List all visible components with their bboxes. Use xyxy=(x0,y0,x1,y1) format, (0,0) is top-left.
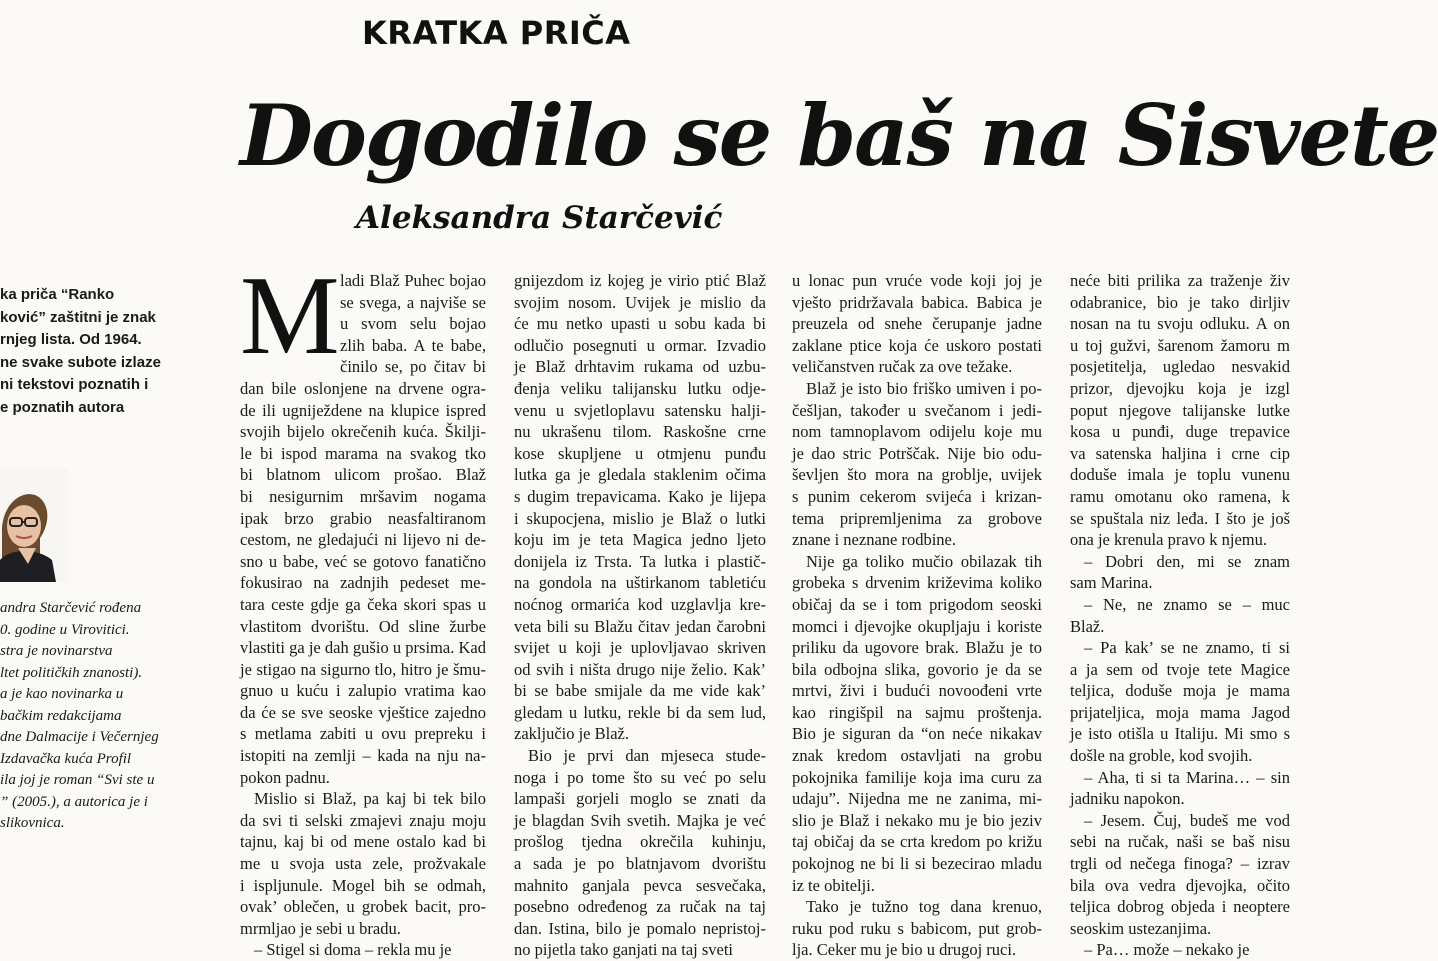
article-line: se spuštala niz leđa. I što je još xyxy=(1070,508,1290,528)
article-line: venu u svjetloplavu satensku halji- xyxy=(514,400,766,420)
article-line: taj običaj da se crta kredom po križu xyxy=(792,832,1042,852)
article-line: gnijezdom iz kojeg je virio ptić Blaž xyxy=(514,271,766,290)
article-line: – Pa kak’ se ne znamo, ti si xyxy=(1084,638,1290,658)
article-line: udaju”. Nijedna me ne zanima, mi- xyxy=(792,789,1042,809)
article-line: svijet u koji je uplovljavao skriven xyxy=(514,638,766,658)
article-line: neće biti prilika za traženje živ xyxy=(1070,271,1290,290)
article-line: i skupocjena, mislio je Blaž o lutki xyxy=(514,508,766,528)
article-line: momci i djevojke okupljaju i koriste xyxy=(792,616,1042,636)
article-line: vješto pridržavala babica. Babica je xyxy=(792,292,1042,312)
article-line: jadniku napokon. xyxy=(1070,789,1185,809)
article-line: ševljen što mora na groblje, uvijek xyxy=(792,465,1042,485)
article-line: Blaž je isto bio friško umiven i po- xyxy=(806,378,1042,398)
intro-line: ka priča “Ranko xyxy=(0,286,115,303)
article-line: veličanstven ručak za ove težake. xyxy=(792,357,1013,377)
article-line: donijela iz Trsta. Ta lutka i plastič- xyxy=(514,551,766,571)
article-line: va satenska haljina i crne cip xyxy=(1070,443,1290,463)
article-line: odlučio posegnuti u ormar. Izvadio xyxy=(514,335,766,355)
article-line: vlastitom dvorištu. Od sline žurbe xyxy=(240,616,486,636)
article-line: sno u babe, već se gotovo fanatično xyxy=(240,551,486,571)
article-line: priliku da ugovore brak. Blažu je to xyxy=(792,638,1042,658)
article-line: tema pripremljenima za grobove xyxy=(792,508,1042,528)
article-line: u lonac pun vruće vode koji joj je xyxy=(792,271,1042,290)
article-line: tara ceste gdje ga čeka skori spas u xyxy=(240,594,486,614)
article-line: a ja sem od tvoje tete Magice xyxy=(1070,659,1290,679)
article-line: zlih baba. A te babe, xyxy=(340,335,486,355)
article-line: s punim cekerom svijeća i krizan- xyxy=(792,486,1042,506)
article-line: je stigao na sigurno tlo, hitro je šmu- xyxy=(240,659,486,679)
article-line: i ispljunule. Mogel bih se odmah, xyxy=(240,875,486,895)
article-line: Blaž. xyxy=(1070,616,1105,636)
article-line: nu ukrašenu tilom. Raskošne crne xyxy=(514,422,766,442)
article-line: na gondola na uštirkanom tabletiću xyxy=(514,573,766,593)
article-line: poput njegove talijanske lutke xyxy=(1070,400,1290,420)
bio-line: 0. godine u Virovitici. xyxy=(0,621,130,638)
article-line: – Aha, ti si ta Marina… – sin xyxy=(1084,767,1290,787)
article-line: nom tamnoplavom odijelu koje mu xyxy=(792,422,1042,442)
article-column-1 xyxy=(240,254,486,961)
article-line: a sada je po blatnjavom dvorištu xyxy=(514,854,766,874)
article-line: cestom, ne gledajući ni lijevo ni de- xyxy=(240,530,486,550)
bio-line: ltet političkih znanosti). xyxy=(0,664,143,681)
article-line: s metlama zabiti u ovu prepreku i xyxy=(240,724,486,744)
article-line: bi se babe smijale da me vide kak’ xyxy=(514,681,766,701)
article-line: je blagdan Svih svetih. Majka je već xyxy=(514,810,766,830)
article-line: le bi ispod marama na svakog tko xyxy=(240,443,486,463)
bio-line: andra Starčević rođena xyxy=(0,600,142,616)
article-line: – Dobri den, mi se znam xyxy=(1084,551,1290,571)
article-line: ipak brzo grabio neasfaltiranom xyxy=(240,508,486,528)
article-line: seoskim ustezanjima. xyxy=(1070,918,1212,938)
article-line: teljica, doduše moja je mama xyxy=(1070,681,1290,701)
article-line: doduše imala je toplu vunenu xyxy=(1070,465,1290,485)
article-line: u svom selu bojao xyxy=(340,314,486,334)
headline: Dogodilo se baš na Sisvete xyxy=(240,86,1438,185)
article-line: mrtvi, živi i budući novoođeni vrte xyxy=(792,681,1042,701)
article-line: – Pa… može – nekako je xyxy=(1084,940,1250,960)
article-line: Mislio si Blaž, pa kaj bi tek bilo xyxy=(254,789,486,809)
bio-line: slikovnica. xyxy=(0,815,65,831)
article-line: pokojnog ne bi li si bezecirao mladu xyxy=(792,854,1042,874)
article-line: de ili ugniježdene na klupice ispred xyxy=(240,400,486,420)
article-line: Nije ga toliko mučio obilazak tih xyxy=(806,551,1042,571)
article-line: bi blatnom ulicom prošao. Blaž xyxy=(240,465,486,485)
article-column-4 xyxy=(1070,270,1290,961)
article-line: ruku pod ruku s babicom, put grob- xyxy=(792,918,1042,938)
bio-line: a je kao novinarka u xyxy=(0,686,124,702)
article-line: dan. Istina, bilo je pomalo nepristoj- xyxy=(514,918,766,938)
article-line: kao ringišpil na sajmu proštenja. xyxy=(792,702,1042,722)
article-line: bila ova vedra djevojka, očito xyxy=(1070,875,1290,895)
article-line: zaklane ptice koja će uskoro postati xyxy=(792,335,1042,355)
article-line: posjetitelja, ugledao nesvakid xyxy=(1070,357,1290,377)
article-line: preuzela od snehe čerupanje jadne xyxy=(792,314,1042,334)
article-line: no pijetla tako ganjati na taj sveti xyxy=(514,940,734,960)
article-line: fokusirao na zadnjih pedeset me- xyxy=(240,573,486,593)
bio-line: Izdavačka kuća Profil xyxy=(0,750,132,767)
article-line: mahnito ganjala pevca sesvečaka, xyxy=(514,875,766,895)
article-column-2 xyxy=(514,270,766,961)
article-line: bila odbojna slika, govorio je da se xyxy=(792,659,1042,679)
article-line: gnuo u kuću i zalupio vratima kao xyxy=(240,681,486,701)
article-line: je Blaž drhtavim rukama od uzbu- xyxy=(514,357,766,377)
article-line: s dugim trepavicama. Kako je lijepa xyxy=(514,486,766,506)
article-line: sebi na ručak, naši se baš nisu xyxy=(1070,832,1290,852)
article-line: prizor, djevojku koja je izgl xyxy=(1070,378,1290,398)
bio-line: dne Dalmacije i Večernjeg xyxy=(0,729,159,745)
article-line: svojih bijelo okrečenih kuća. Škilji- xyxy=(240,422,486,442)
article-line: se svega, a najviše se xyxy=(340,292,486,312)
article-line: noga i po tome što su već po selu xyxy=(514,767,766,787)
article-line: običaj da se i tom prigodom seoski xyxy=(792,594,1042,614)
article-line: grobeka s drvenim križevima koliko xyxy=(792,573,1042,593)
intro-line: ne svake subote izlaze xyxy=(0,353,161,371)
article-line: dan bile oslonjene na drvene ogra- xyxy=(240,378,486,398)
article-line: lutka ga je gledala staklenim očima xyxy=(514,465,766,485)
article-line: – Stigel si doma – rekla mu je xyxy=(254,940,452,960)
article-line: nosan na tu svoju odluku. A on xyxy=(1070,314,1290,334)
article-line: pokojnika familije koja ima curu za xyxy=(792,767,1042,787)
byline: Aleksandra Starčević xyxy=(356,200,723,236)
article-line: noćnog ormarića kod uzglavlja kre- xyxy=(514,594,766,614)
article-line: tajnu, kaj bi od mene ostalo kad bi xyxy=(240,832,486,852)
article-line: – Jesem. Čuj, budeš me vod xyxy=(1084,810,1290,830)
article-line: češljan, također u svečanom i jedi- xyxy=(792,400,1042,420)
article-line: me u svoja usta zele, prožvakale xyxy=(240,854,486,874)
article-line: pokon padnu. xyxy=(240,767,330,787)
article-line: znak kredom ostavljati na grobu xyxy=(792,746,1042,766)
article-line: činilo se, po čitav bi xyxy=(340,357,486,377)
section-label: KRATKA PRIČA xyxy=(362,14,631,52)
article-line: kosa u punđi, duge trepavice xyxy=(1070,422,1290,442)
author-bio xyxy=(0,598,180,835)
intro-line: e poznatih autora xyxy=(0,398,125,416)
bio-line: bačkim redakcijama xyxy=(0,707,122,724)
intro-line: ni tekstovi poznatih i xyxy=(0,376,149,393)
bio-line: ila joj je roman “Svi ste u xyxy=(0,772,155,788)
article-line: ladi Blaž Puhec bojao xyxy=(340,271,486,290)
intro-line: rnjeg lista. Od 1964. xyxy=(0,331,142,348)
article-column-3 xyxy=(792,270,1042,961)
article-line: posebno određenog za ručak na taj xyxy=(514,897,766,917)
article-line: prijateljica, moja mama Jagod xyxy=(1070,702,1290,722)
article-line: prošlog tjedna okrečila kuhinju, xyxy=(514,832,766,852)
article-line: teljica dobrog objeda i neoptere xyxy=(1070,897,1290,917)
sidebar-intro xyxy=(0,284,180,419)
article-line: vlastiti ga je dah gušio u prsima. Kad xyxy=(240,638,486,658)
article-line: svojim nosom. Uvijek je mislio da xyxy=(514,292,766,312)
article-line: koju im je teta Magica jedno ljeto xyxy=(514,530,766,550)
article-line: Bio je siguran da “on neće nikakav xyxy=(792,724,1042,744)
article-line: kose skupljene u otmjenu punđu xyxy=(514,443,766,463)
article-line: Tako je tužno tog dana krenuo, xyxy=(806,897,1042,917)
article-line: odabranice, bio je tako dirljiv xyxy=(1070,292,1290,312)
article-line: iz te obitelji. xyxy=(792,875,875,895)
article-line: bi nesigurnim mršavim nogama xyxy=(240,486,486,506)
article-line: slio je Blaž i nekako mu je bio jeziv xyxy=(792,810,1042,830)
article-line: u toj gužvi, šarenom žamoru m xyxy=(1070,335,1290,355)
article-line: zaključio je Blaž. xyxy=(514,724,629,744)
article-line: trgli od nečega finoga? – izrav xyxy=(1070,854,1290,874)
article-line: je dao stric Potrščak. Nije bio odu- xyxy=(792,443,1042,463)
article-line: gledam u lutku, rekle bi da sem lud, xyxy=(514,702,766,722)
intro-line: ković” zaštitni je znak xyxy=(0,308,156,326)
bio-line: ” (2005.), a autorica je i xyxy=(0,793,148,810)
article-line: da će se sve seoske vještice zajedno xyxy=(240,702,486,722)
article-line: đenja veliku talijansku lutku odje- xyxy=(514,378,766,398)
article-line: mrmljao je sebi u bradu. xyxy=(240,918,401,938)
article-line: da svi ti selski zmajevi znaju moju xyxy=(240,810,486,830)
article-line: od svih i ništa drugo nije želio. Kak’ xyxy=(514,659,766,679)
article-line: veta bili su Blažu čitav jedan čarobni xyxy=(514,616,766,636)
article-line: lja. Ceker mu je bio u drugoj ruci. xyxy=(792,940,1017,960)
article-line: Bio je prvi dan mjeseca stude- xyxy=(528,746,766,766)
drop-cap: M xyxy=(240,254,340,378)
article-line: istopiti na zemlji – kada na nju na- xyxy=(240,746,486,766)
article-line: došle na groble, kod svojih. xyxy=(1070,746,1253,766)
bio-line: stra je novinarstva xyxy=(0,643,113,659)
article-line: će mu netko upasti u sobu kada bi xyxy=(514,314,766,334)
article-line: ona je krenula pravo k njemu. xyxy=(1070,530,1268,550)
article-line: lampaši gorjeli moglo se znati da xyxy=(514,789,766,809)
article-line: sam Marina. xyxy=(1070,573,1153,593)
article-line: – Ne, ne znamo se – muc xyxy=(1084,594,1290,614)
author-photo xyxy=(0,468,68,582)
article-line: je isto otišla u Italiju. Mi smo s xyxy=(1070,724,1290,744)
author-portrait-image xyxy=(0,468,68,582)
article-line: ovak’ oblečen, u grobek bacit, pro- xyxy=(240,897,486,917)
article-line: znane i neznane rodbine. xyxy=(792,530,957,550)
article-line: ramu omotanu oko ramena, k xyxy=(1070,486,1290,506)
